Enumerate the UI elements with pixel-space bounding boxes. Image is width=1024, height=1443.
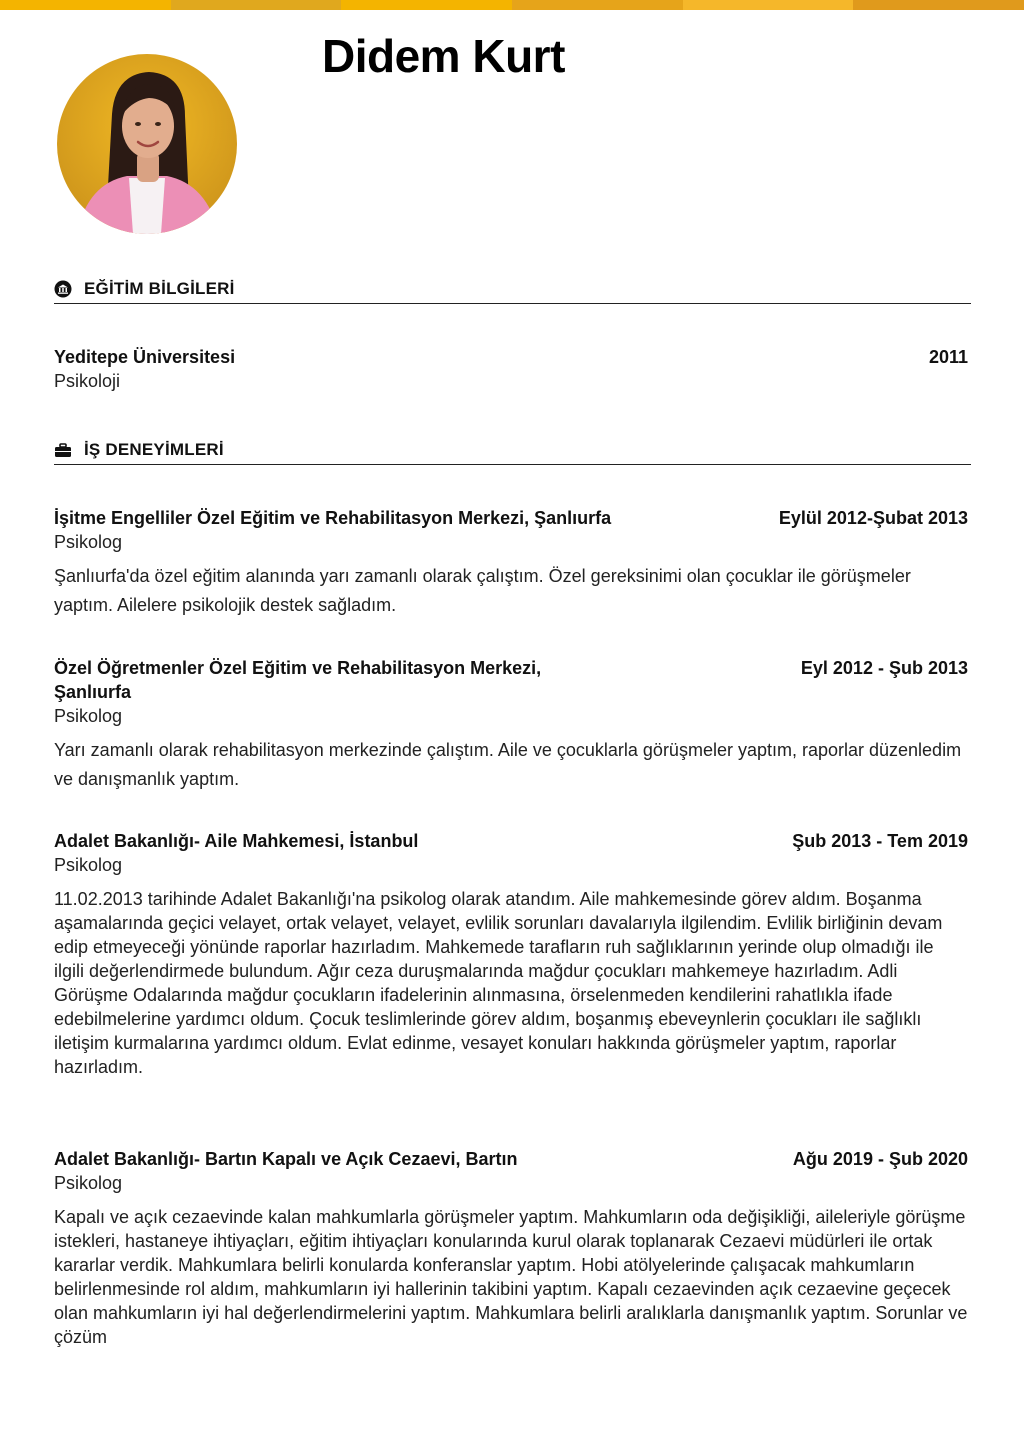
education-section-header xyxy=(54,277,971,304)
stripe-segment xyxy=(512,0,683,10)
organization-name: Adalet Bakanlığı- Bartın Kapalı ve Açık Cezaevi, Bartın xyxy=(54,1149,518,1169)
experience-entry xyxy=(54,656,968,794)
stripe-segment xyxy=(683,0,854,10)
job-title: Psikolog xyxy=(54,855,123,875)
stripe-segment xyxy=(853,0,1024,10)
section-title: İŞ DENEYİMLERİ xyxy=(84,440,224,459)
section-title: EĞİTİM BİLGİLERİ xyxy=(84,279,235,298)
organization-name: Adalet Bakanlığı- Aile Mahkemesi, İstanbul xyxy=(54,831,419,851)
job-description: Yarı zamanlı olarak rehabilitasyon merkezinde çalıştım. Aile ve çocuklarla görüşmeler yaptım, raporlar düzenledim ve danışmanlık yaptım. xyxy=(54,740,962,789)
job-description: 11.02.2013 tarihinde Adalet Bakanlığı'na psikolog olarak atandım. Aile mahkemesinde görev aldım. Boşanma aşamalarında geçici velayet, ortak velayet, velayet, evlilik sorunları davalarıyla ilgilendim. Evlilik birliğinin devam edip etmeyeceği yönünde raporlar hazırladım. Mahkemede tarafların ruh sağlıklarının yerinde olup olmadığı ile ilgili değerlendirmede bulundum. Ağır ceza duruşmalarında mağdur çocukları mahkemeye hazırladım. Adli Görüşme Odalarında mağdur çocukların ifadelerinin alınmasına, örselenmeden kendilerini rahatlıkla ifade edebilmelerine yardımcı oldum. Çocuk teslimlerinde görev aldım, boşanmış ebeveynlerin çocukları ile sağlıklı iletişim kurmalarına yardımcı oldum. Evlat edinme, vesayet konuları hakkında görüşmeler yaptım, raporlar hazırladım. xyxy=(54,889,943,1077)
graduation-year: 2011 xyxy=(928,347,968,367)
employment-dates: Şub 2013 - Tem 2019 xyxy=(792,831,968,851)
job-title: Psikolog xyxy=(54,1173,123,1193)
university-icon xyxy=(54,280,72,298)
job-description: Şanlıurfa'da özel eğitim alanında yarı zamanlı olarak çalıştım. Özel gereksinimi olan çocuklar ile görüşmeler yaptım. Ailelere psikolojik destek sağladım. xyxy=(54,566,911,615)
employment-dates: Ağu 2019 - Şub 2020 xyxy=(792,1149,968,1169)
employment-dates: Eylül 2012-Şubat 2013 xyxy=(778,508,968,528)
experience-entry xyxy=(54,506,968,620)
job-title: Psikolog xyxy=(54,706,123,726)
employment-dates: Eyl 2012 - Şub 2013 xyxy=(800,658,968,678)
experience-entry xyxy=(54,1147,968,1349)
experience-entry xyxy=(54,829,968,1079)
organization-name: İşitme Engelliler Özel Eğitim ve Rehabilitasyon Merkezi, Şanlıurfa xyxy=(54,508,612,528)
stripe-segment xyxy=(171,0,342,10)
job-title: Psikolog xyxy=(54,532,123,552)
briefcase-icon xyxy=(54,441,72,459)
school-name: Yeditepe Üniversitesi xyxy=(54,347,236,367)
profile-photo xyxy=(57,54,237,234)
experience-section-header xyxy=(54,438,971,465)
person-name: Didem Kurt xyxy=(322,30,565,82)
top-accent-stripe xyxy=(0,0,1024,10)
education-entry xyxy=(54,345,968,393)
organization-name: Özel Öğretmenler Özel Eğitim ve Rehabilitasyon Merkezi, Şanlıurfa xyxy=(54,658,542,702)
job-description: Kapalı ve açık cezaevinde kalan mahkumlarla görüşmeler yaptım. Mahkumların oda değişikliği, aileleriyle görüşme istekleri, hastaneye ihtiyaçları, eğitim ihtiyaçları konularında kurul olarak toplanarak Cezaevi müdürleri ile ortak kararlar verdik. Mahkumlara belirli konularda konferanslar yaptım. Hobi atölyelerinde çalışacak mahkumların belirlenmesinde rol aldım, mahkumların iyi hallerinin takibini yaptım. Kapalı cezaevinden açık cezaevine geçecek olan mahkumların iyi hal değerlendirmelerini yaptım. Mahkumlara belirli aralıklarla danışmanlık yaptım. Sorunlar ve çözüm xyxy=(54,1207,968,1347)
stripe-segment xyxy=(0,0,171,10)
stripe-segment xyxy=(341,0,512,10)
profile-photo-illustration xyxy=(57,54,237,234)
field-of-study: Psikoloji xyxy=(54,371,121,391)
